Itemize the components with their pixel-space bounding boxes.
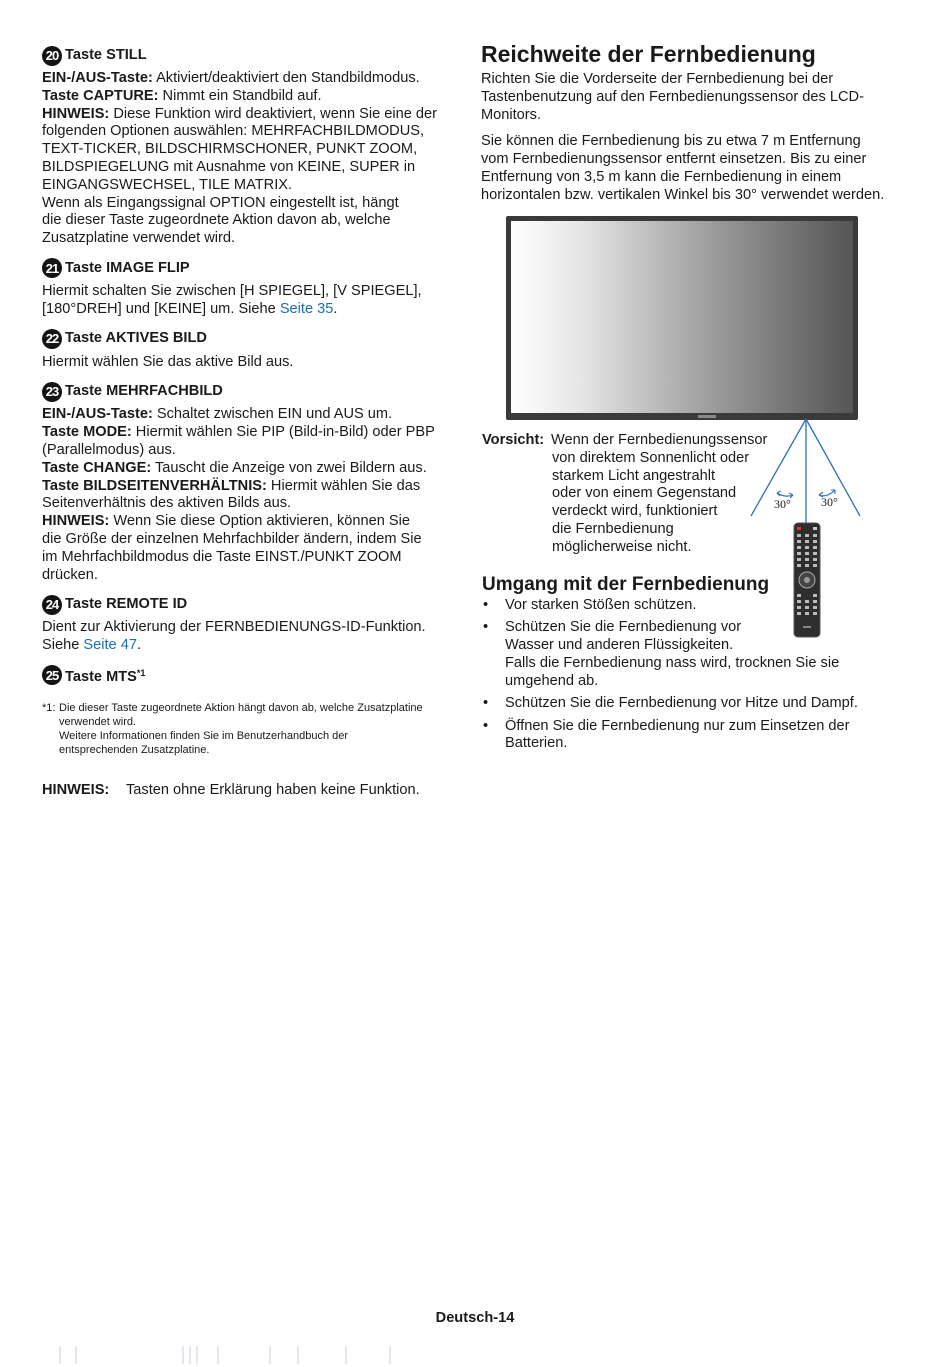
text-line: vom Fernbedienungssensor entfernt einsetzen. Bis zu einer — [481, 151, 867, 168]
text-line: umgehend ab. — [505, 672, 599, 689]
bullet: • — [483, 619, 489, 636]
section-mehrfachbild-heading — [42, 380, 450, 403]
text-line: Tastenbenutzung auf den Fernbedienungssensor des LCD- — [481, 88, 864, 105]
section-title — [65, 665, 145, 687]
text-line: Wenn als Eingangssignal OPTION eingestellt ist, hängt — [42, 194, 399, 211]
list-item — [482, 695, 912, 713]
text: . — [333, 300, 338, 317]
text-line — [42, 106, 450, 124]
text: Hiermit wählen Sie PIP (Bild-in-Bild) oder PBP — [131, 424, 435, 441]
text-line: Seitenverhältnis des aktiven Bilds aus. — [42, 495, 292, 512]
caution-line: verdeckt wird, funktioniert — [552, 503, 718, 520]
footnote — [42, 701, 450, 757]
section-title: Taste STILL — [65, 46, 147, 63]
caution-line: von direktem Sonnenlicht oder — [552, 449, 750, 466]
bold-label: Taste MODE: — [42, 424, 132, 441]
bullet: • — [483, 695, 489, 712]
section-title: Taste REMOTE ID — [65, 595, 188, 612]
bold-label: Taste BILDSEITENVERHÄLTNIS: — [42, 477, 267, 494]
text-line — [42, 301, 450, 319]
text-line: Monitors. — [481, 106, 542, 123]
text-line: Schützen Sie die Fernbedienung vor — [505, 619, 742, 636]
page-link-47[interactable]: Seite 47 — [83, 637, 137, 654]
footnote-line: verwendet wird. — [59, 715, 137, 728]
text-line: (Parallelmodus) aus. — [42, 441, 176, 458]
section-image-flip-heading — [42, 257, 450, 280]
section-remote-id — [42, 593, 450, 655]
text-line: Dient zur Aktivierung der FERNBEDIENUNGS-ID-Funktion. — [42, 619, 426, 636]
handling-section — [482, 574, 912, 758]
text-line — [42, 88, 450, 106]
range-heading: Reichweite der Fernbedienung — [481, 41, 816, 67]
number-badge-24: 24 — [42, 595, 62, 615]
caution-line: Wenn der Fernbedienungssensor — [551, 432, 768, 448]
section-aktives-bild-heading — [42, 328, 450, 351]
list-item-text — [505, 619, 839, 690]
number-badge-20: 20 — [42, 46, 62, 66]
bullet: • — [483, 597, 489, 613]
text-line: Zusatzplatine verwendet wird. — [42, 230, 236, 247]
text-line: TEXT-TICKER, BILDSCHIRMSCHONER, PUNKT ZOOM, — [42, 141, 418, 158]
section-aktives-bild — [42, 328, 450, 372]
text-line: Batterien. — [505, 735, 568, 752]
text-line: die Größe der einzelnen Mehrfachbilder ändern, indem Sie — [42, 530, 422, 547]
list-item-text — [505, 695, 858, 713]
text-line: Schützen Sie die Fernbedienung vor Hitze und Dampf. — [505, 695, 858, 712]
text-line: Hiermit schalten Sie zwischen [H SPIEGEL], [V SPIEGEL], — [42, 282, 422, 299]
text-line: Öffnen Sie die Fernbedienung nur zum Einsetzen der — [505, 717, 850, 734]
text: Schaltet zwischen EIN und AUS um. — [152, 406, 393, 423]
handling-heading: Umgang mit der Fernbedienung — [482, 574, 770, 595]
text-line: die dieser Taste zugeordnete Aktion davon ab, welche — [42, 212, 391, 229]
number-badge-21: 21 — [42, 258, 62, 278]
range-paragraph-1 — [481, 71, 901, 124]
section-title-text: Taste MTS — [65, 668, 137, 685]
caution-text — [551, 432, 767, 557]
text: Wenn Sie diese Option aktivieren, können Sie — [109, 513, 411, 530]
bold-label: Taste CHANGE: — [42, 459, 152, 476]
left-column — [42, 44, 450, 800]
caution-line: die Fernbedienung — [552, 520, 674, 537]
text-line: Falls die Fernbedienung nass wird, trocknen Sie sie — [505, 654, 840, 671]
list-item — [482, 597, 912, 615]
bullet: • — [483, 717, 489, 734]
page-link-35[interactable]: Seite 35 — [279, 300, 334, 317]
text: . — [136, 637, 142, 654]
text: Aktiviert/deaktiviert den Standbildmodus. — [152, 70, 420, 86]
bold-label: EIN-/AUS-Taste: — [42, 406, 153, 423]
text-line: Vor starken Stößen schützen. — [505, 597, 697, 613]
text: Hiermit wählen Sie das — [266, 477, 421, 494]
text-line: Hiermit wählen Sie das aktive Bild aus. — [42, 353, 294, 370]
angle-label-right: 30° — [821, 495, 838, 509]
text-line — [42, 478, 450, 496]
text-line: drücken. — [42, 566, 98, 583]
footnote-mark: *1: — [42, 701, 56, 714]
section-still — [42, 44, 450, 248]
footnote-line: Die dieser Taste zugeordnete Aktion hängt davon ab, welche Zusatzplatine — [59, 701, 423, 714]
section-remote-id-heading — [42, 593, 450, 616]
bold-label: HINWEIS: — [42, 105, 110, 122]
caution-line: oder von einem Gegenstand — [552, 485, 737, 502]
list-item-text — [505, 718, 850, 754]
list-item-text — [505, 597, 696, 615]
text-line — [42, 513, 450, 531]
number-badge-23: 23 — [42, 382, 62, 402]
note-text: Tasten ohne Erklärung haben keine Funktion. — [126, 781, 420, 798]
text-line: im Mehrfachbildmodus die Taste EINST./PUNKT ZOOM — [42, 548, 402, 565]
angle-label-left: 30° — [774, 497, 791, 511]
page-number: Deutsch-14 — [435, 1310, 515, 1326]
caution-line: möglicherweise nicht. — [552, 538, 692, 555]
bold-label: HINWEIS: — [42, 513, 110, 530]
text-line: horizontalen bzw. vertikalen Winkel bis 30° verwendet werden. — [481, 186, 885, 203]
text: [180°DREH] und [KEINE] um. Siehe — [42, 300, 280, 317]
text-line — [42, 424, 450, 442]
bold-label: EIN-/AUS-Taste: — [42, 70, 153, 86]
print-marks — [0, 1344, 950, 1366]
number-badge-25: 25 — [42, 665, 62, 685]
text-line: folgenden Optionen auswählen: MEHRFACHBILDMODUS, — [42, 123, 425, 140]
list-item — [482, 718, 912, 754]
text-line: BILDSPIEGELUNG mit Ausnahme von KEINE, SUPER in — [42, 158, 416, 175]
footnote-line: Weitere Informationen finden Sie im Benutzerhandbuch der — [59, 729, 349, 742]
text-line: EINGANGSWECHSEL, TILE MATRIX. — [42, 176, 293, 193]
text: Diese Funktion wird deaktiviert, wenn Sie eine der — [109, 105, 438, 122]
text-line: Richten Sie die Vorderseite der Fernbedienung bei der — [481, 71, 834, 87]
text: Tauscht die Anzeige von zwei Bildern aus. — [151, 459, 427, 476]
section-mehrfachbild — [42, 380, 450, 584]
number-badge-22: 22 — [42, 329, 62, 349]
general-note — [42, 782, 450, 800]
text-line — [42, 460, 450, 478]
bold-label: Taste CAPTURE: — [42, 87, 159, 104]
text-line: Entfernung von 3,5 m kann die Fernbedienung in einem — [481, 168, 842, 185]
list-item — [482, 619, 912, 690]
text-line: Wasser und anderen Flüssigkeiten. — [505, 637, 734, 654]
note-label: HINWEIS: — [42, 781, 110, 798]
text-line — [42, 70, 450, 88]
section-image-flip — [42, 257, 450, 319]
text: Siehe — [42, 637, 84, 654]
section-title: Taste MEHRFACHBILD — [65, 382, 223, 399]
caution-label: Vorsicht: — [482, 432, 545, 448]
caution-line: starkem Licht angestrahlt — [552, 467, 716, 484]
footnote-line: entsprechenden Zusatzplatine. — [59, 743, 210, 756]
section-title: Taste AKTIVES BILD — [65, 330, 207, 347]
section-still-heading — [42, 44, 450, 67]
section-mts — [42, 664, 450, 687]
section-title: Taste IMAGE FLIP — [65, 259, 190, 276]
range-paragraph-2 — [481, 133, 901, 204]
footnote-ref: *1 — [136, 667, 146, 678]
text-line — [42, 406, 450, 424]
section-mts-heading — [42, 664, 450, 687]
text-line — [42, 637, 450, 655]
text: Nimmt ein Standbild auf. — [158, 87, 322, 104]
handling-list — [482, 597, 912, 753]
text-line: Sie können die Fernbedienung bis zu etwa 7 m Entfernung — [481, 133, 861, 150]
right-column — [481, 40, 901, 214]
